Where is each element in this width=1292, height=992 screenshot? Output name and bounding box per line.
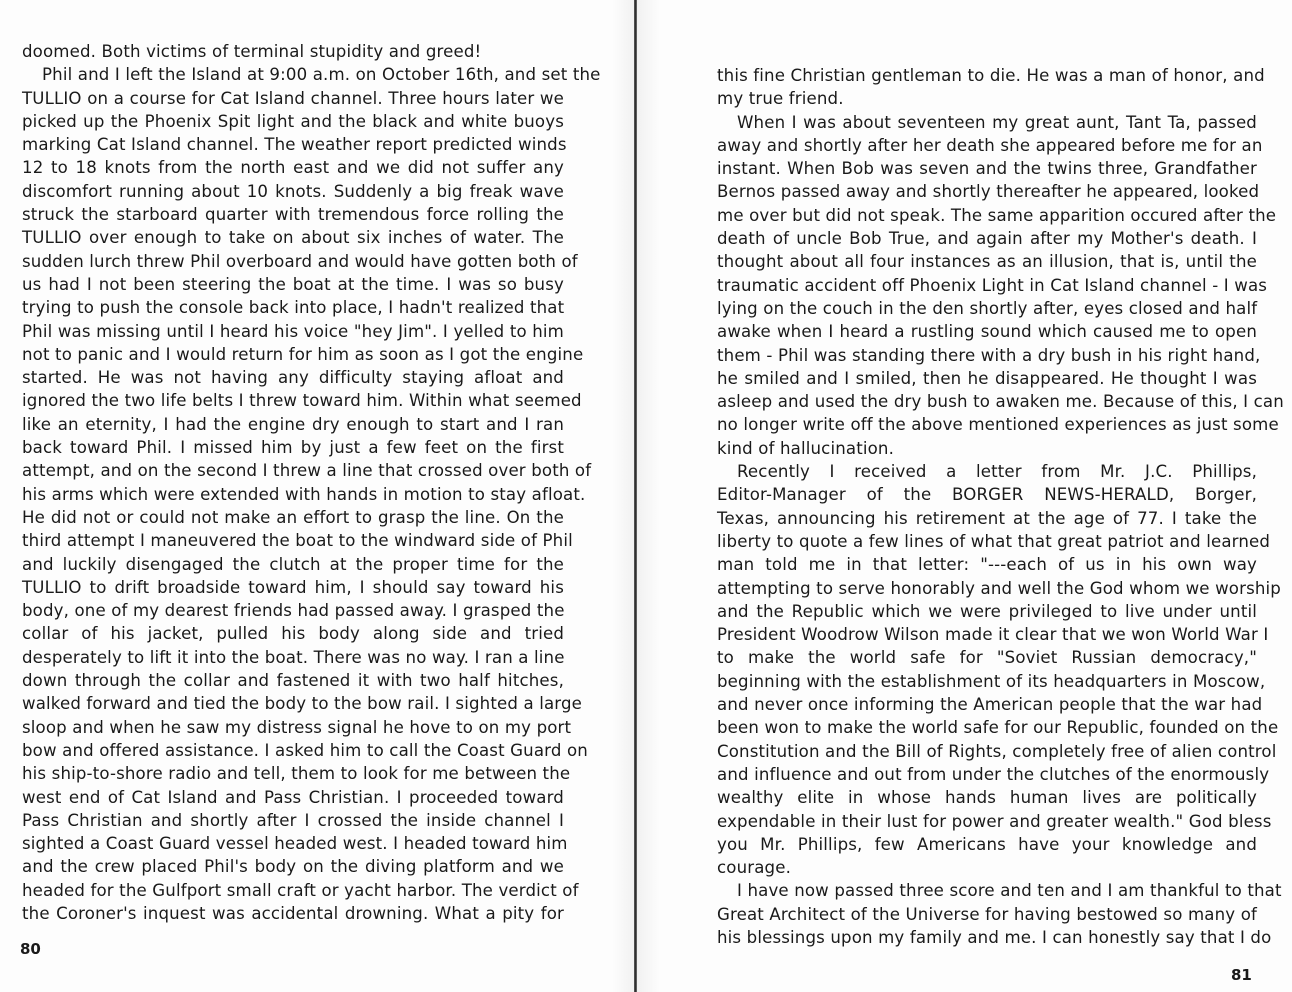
text-line: me over but did not speak. The same apparition occured after the	[717, 205, 1277, 225]
text-line: Pass Christian and shortly after I crossed the inside channel I	[22, 810, 564, 830]
text-line: sudden lurch threw Phil overboard and would have gotten both of	[22, 251, 578, 271]
text-line: I have now passed three score and ten and I am thankful to that	[737, 881, 1282, 901]
text-line: doomed. Both victims of terminal stupidity and greed!	[22, 42, 482, 61]
text-line: and the crew placed Phil's body on the diving platform and we	[22, 857, 564, 877]
left-page-text	[22, 40, 601, 925]
right-page-text	[717, 64, 1284, 949]
text-line: asleep and used the dry bush to awaken me. Because of this, I can	[717, 392, 1284, 412]
text-line: my true friend.	[717, 89, 844, 109]
left-page	[0, 0, 634, 992]
text-line: instant. When Bob was seven and the twins three, Grandfather	[717, 159, 1257, 179]
text-line: body, one of my dearest friends had passed away. I grasped the	[22, 601, 565, 621]
text-line: Texas, announcing his retirement at the age of 77. I take the	[717, 508, 1257, 528]
text-line: and luckily disengaged the clutch at the proper time for the	[22, 554, 564, 574]
text-line: He did not or could not make an effort to grasp the line. On the	[22, 507, 564, 527]
text-line: Great Architect of the Universe for having bestowed so many of	[717, 904, 1257, 924]
text-line: liberty to quote a few lines of what that great patriot and learned	[717, 531, 1271, 551]
left-page-number: 80	[20, 940, 41, 958]
text-line: traumatic accident off Phoenix Light in Cat Island channel - I was	[717, 275, 1268, 295]
text-line: headed for the Gulfport small craft or yacht harbor. The verdict of	[22, 880, 579, 900]
text-line: man told me in that letter: "---each of us in his own way	[717, 555, 1257, 575]
text-line: When I was about seventeen my great aunt, Tant Ta, passed	[737, 112, 1257, 132]
text-line: and influence and out from under the clutches of the enormously	[717, 764, 1270, 784]
text-line: sighted a Coast Guard vessel headed west. I headed toward him	[22, 834, 568, 854]
text-line: desperately to lift it into the boat. There was no way. I ran a line	[22, 647, 565, 667]
text-line: TULLIO to drift broadside toward him, I should say toward his	[22, 577, 564, 597]
text-line: his blessings upon my family and me. I can honestly say that I do	[717, 927, 1272, 947]
text-line: trying to push the console back into place, I hadn't realized that	[22, 298, 565, 318]
right-page-number: 81	[1231, 966, 1252, 984]
text-line: like an eternity, I had the engine dry enough to start and I ran	[22, 414, 564, 434]
text-line: the Coroner's inquest was accidental drowning. What a pity for	[22, 903, 564, 923]
text-line: attempt, and on the second I threw a line that crossed over both of	[22, 461, 592, 481]
text-line: thought about all four instances as an illusion, that is, until the	[717, 252, 1257, 272]
text-line: his ship-to-shore radio and tell, them to look for me between the	[22, 764, 571, 784]
text-line: beginning with the establishment of its headquarters in Moscow,	[717, 671, 1266, 691]
text-line: kind of hallucination.	[717, 438, 895, 458]
text-line: not to panic and I would return for him as soon as I got the engine	[22, 344, 584, 364]
text-line: Editor-Manager of the BORGER NEWS-HERALD, Borger,	[717, 485, 1257, 505]
text-line: marking Cat Island channel. The weather report predicted winds	[22, 135, 567, 155]
text-line: Constitution and the Bill of Rights, completely free of alien control	[717, 741, 1277, 761]
text-line: and never once informing the American people that the war had	[717, 695, 1263, 715]
text-line: Phil and I left the Island at 9:00 a.m. on October 16th, and set the	[42, 65, 601, 85]
text-line: struck the starboard quarter with tremendous force rolling the	[22, 205, 564, 225]
text-line: he smiled and I smiled, then he disappeared. He thought I was	[717, 368, 1257, 388]
text-line: started. He was not having any difficulty staying afloat and	[22, 368, 564, 388]
text-line: his arms which were extended with hands in motion to stay afloat.	[22, 484, 586, 504]
text-line: expendable in their lust for power and greater wealth." God bless	[717, 811, 1272, 831]
text-line: back toward Phil. I missed him by just a few feet on the first	[22, 438, 564, 458]
text-line: been won to make the world safe for our Republic, founded on the	[717, 718, 1279, 738]
text-line: this fine Christian gentleman to die. He was a man of honor, and	[717, 66, 1265, 85]
text-line: Phil was missing until I heard his voice "hey Jim". I yelled to him	[22, 321, 564, 341]
text-line: Bernos passed away and shortly thereafter he appeared, looked	[717, 182, 1260, 202]
text-line: away and shortly after her death she appeared before me for an	[717, 135, 1263, 155]
text-line: awake when I heard a rustling sound which caused me to open	[717, 322, 1257, 342]
text-line: President Woodrow Wilson made it clear that we won World War I	[717, 625, 1269, 645]
text-line: attempting to serve honorably and well the God whom we worship	[717, 578, 1281, 598]
text-line: TULLIO over enough to take on about six inches of water. The	[22, 228, 564, 248]
text-line: them - Phil was standing there with a dry bush in his right hand,	[717, 345, 1261, 365]
text-line: down through the collar and fastened it with two half hitches,	[22, 671, 564, 691]
text-line: third attempt I maneuvered the boat to the windward side of Phil	[22, 531, 573, 551]
text-line: Recently I received a letter from Mr. J.C. Phillips,	[737, 462, 1257, 482]
text-line: wealthy elite in whose hands human lives are politically	[717, 788, 1257, 808]
text-line: death of uncle Bob True, and again after my Mother's death. I	[717, 229, 1257, 249]
text-line: and the Republic which we were privileged to live under until	[717, 601, 1257, 621]
text-line: us had I not been steering the boat at the time. I was so busy	[22, 274, 564, 294]
text-line: lying on the couch in the den shortly after, eyes closed and half	[717, 298, 1258, 318]
text-line: 12 to 18 knots from the north east and we did not suffer any	[22, 158, 564, 178]
text-line: no longer write off the above mentioned experiences as just some	[717, 415, 1279, 435]
right-page	[637, 0, 1292, 992]
text-line: bow and offered assistance. I asked him to call the Coast Guard on	[22, 740, 588, 760]
text-line: west end of Cat Island and Pass Christian. I proceeded toward	[22, 787, 564, 807]
text-line: sloop and when he saw my distress signal he hove to on my port	[22, 717, 572, 737]
text-line: courage.	[717, 858, 792, 878]
text-line: walked forward and tied the body to the bow rail. I sighted a large	[22, 694, 583, 714]
text-line: to make the world safe for "Soviet Russian democracy,"	[717, 648, 1257, 668]
text-line: ignored the two life belts I threw toward him. Within what seemed	[22, 391, 582, 411]
text-line: you Mr. Phillips, few Americans have your knowledge and	[717, 834, 1257, 854]
text-line: discomfort running about 10 knots. Suddenly a big freak wave	[22, 181, 564, 201]
text-line: picked up the Phoenix Spit light and the black and white buoys	[22, 111, 564, 131]
text-line: collar of his jacket, pulled his body along side and tried	[22, 624, 564, 644]
text-line: TULLIO on a course for Cat Island channel. Three hours later we	[22, 88, 564, 108]
